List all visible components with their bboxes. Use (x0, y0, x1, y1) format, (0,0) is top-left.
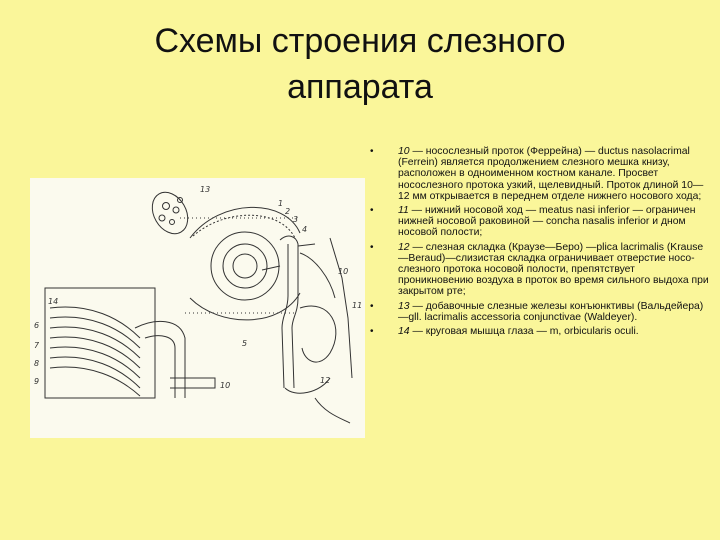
description-list (370, 146, 710, 340)
lacrimal-duct-drawing (262, 236, 335, 388)
list-item (370, 146, 710, 202)
title-line-2: аппарата (287, 68, 433, 106)
item-number: 14 (398, 326, 410, 338)
label-3: 3 (293, 215, 299, 224)
item-number: 13 (398, 300, 410, 312)
label-10-lower: 10 (220, 381, 231, 390)
list-item (370, 242, 710, 298)
item-text: — круговая мышца глаза — m, orbicularis oculi. (409, 326, 639, 338)
label-1: 1 (278, 199, 284, 208)
lacrimal-gland-drawing (145, 186, 195, 240)
item-text: — нижний носовой ход — meatus nasi inferior — ограничен нижней носовой раковиной — concha nasalis inferior и дном носовой полости; (398, 205, 696, 239)
label-12: 12 (320, 376, 331, 385)
title-line-1: Схемы строения слезного (154, 22, 566, 60)
list-item (370, 205, 710, 239)
label-8: 8 (34, 359, 40, 368)
item-number: 11 (398, 205, 409, 217)
lacrimal-apparatus-diagram (30, 178, 365, 438)
label-13: 13 (200, 185, 211, 194)
item-number: 12 (398, 241, 410, 253)
label-11: 11 (352, 301, 363, 310)
item-number: 10 (398, 146, 410, 157)
label-9: 9 (34, 377, 40, 386)
diagram-drawing (30, 178, 365, 438)
item-text: — носослезный проток (Феррейна) — ductus nasolacrimal (Ferrein) является продолжением слезного мешка книзу, расположен в одноименном костном канале. Просвет носослезного протока узкий, щелевидный. Проток длиной 10—12 мм открывается в переднем отделе нижнего носового хода; (398, 146, 704, 202)
eye-drawing (180, 207, 300, 320)
list-item (370, 326, 710, 337)
orbicularis-muscle-drawing (45, 288, 215, 398)
label-4: 4 (302, 225, 308, 234)
label-5: 5 (242, 339, 248, 348)
label-6: 6 (34, 321, 40, 330)
list-item (370, 301, 710, 323)
slide-title (60, 18, 660, 110)
item-text: — слезная складка (Краузе—Беро) —plica lacrimalis (Krause—Beraud)—слизистая складка ограничивает отверстие носо-слезного протока носовой полости, препятствует проникновению воздуха в проток во время сильного выдоха при закрытом рте; (398, 241, 709, 298)
label-7: 7 (34, 341, 40, 350)
label-14: 14 (48, 297, 59, 306)
item-text: — добавочные слезные железы конъюнктивы (Вальдейера) —gll. lacrimalis accessoria conjunctivae (Waldeyer). (398, 300, 704, 323)
label-2: 2 (285, 207, 291, 216)
label-10: 10 (338, 267, 349, 276)
